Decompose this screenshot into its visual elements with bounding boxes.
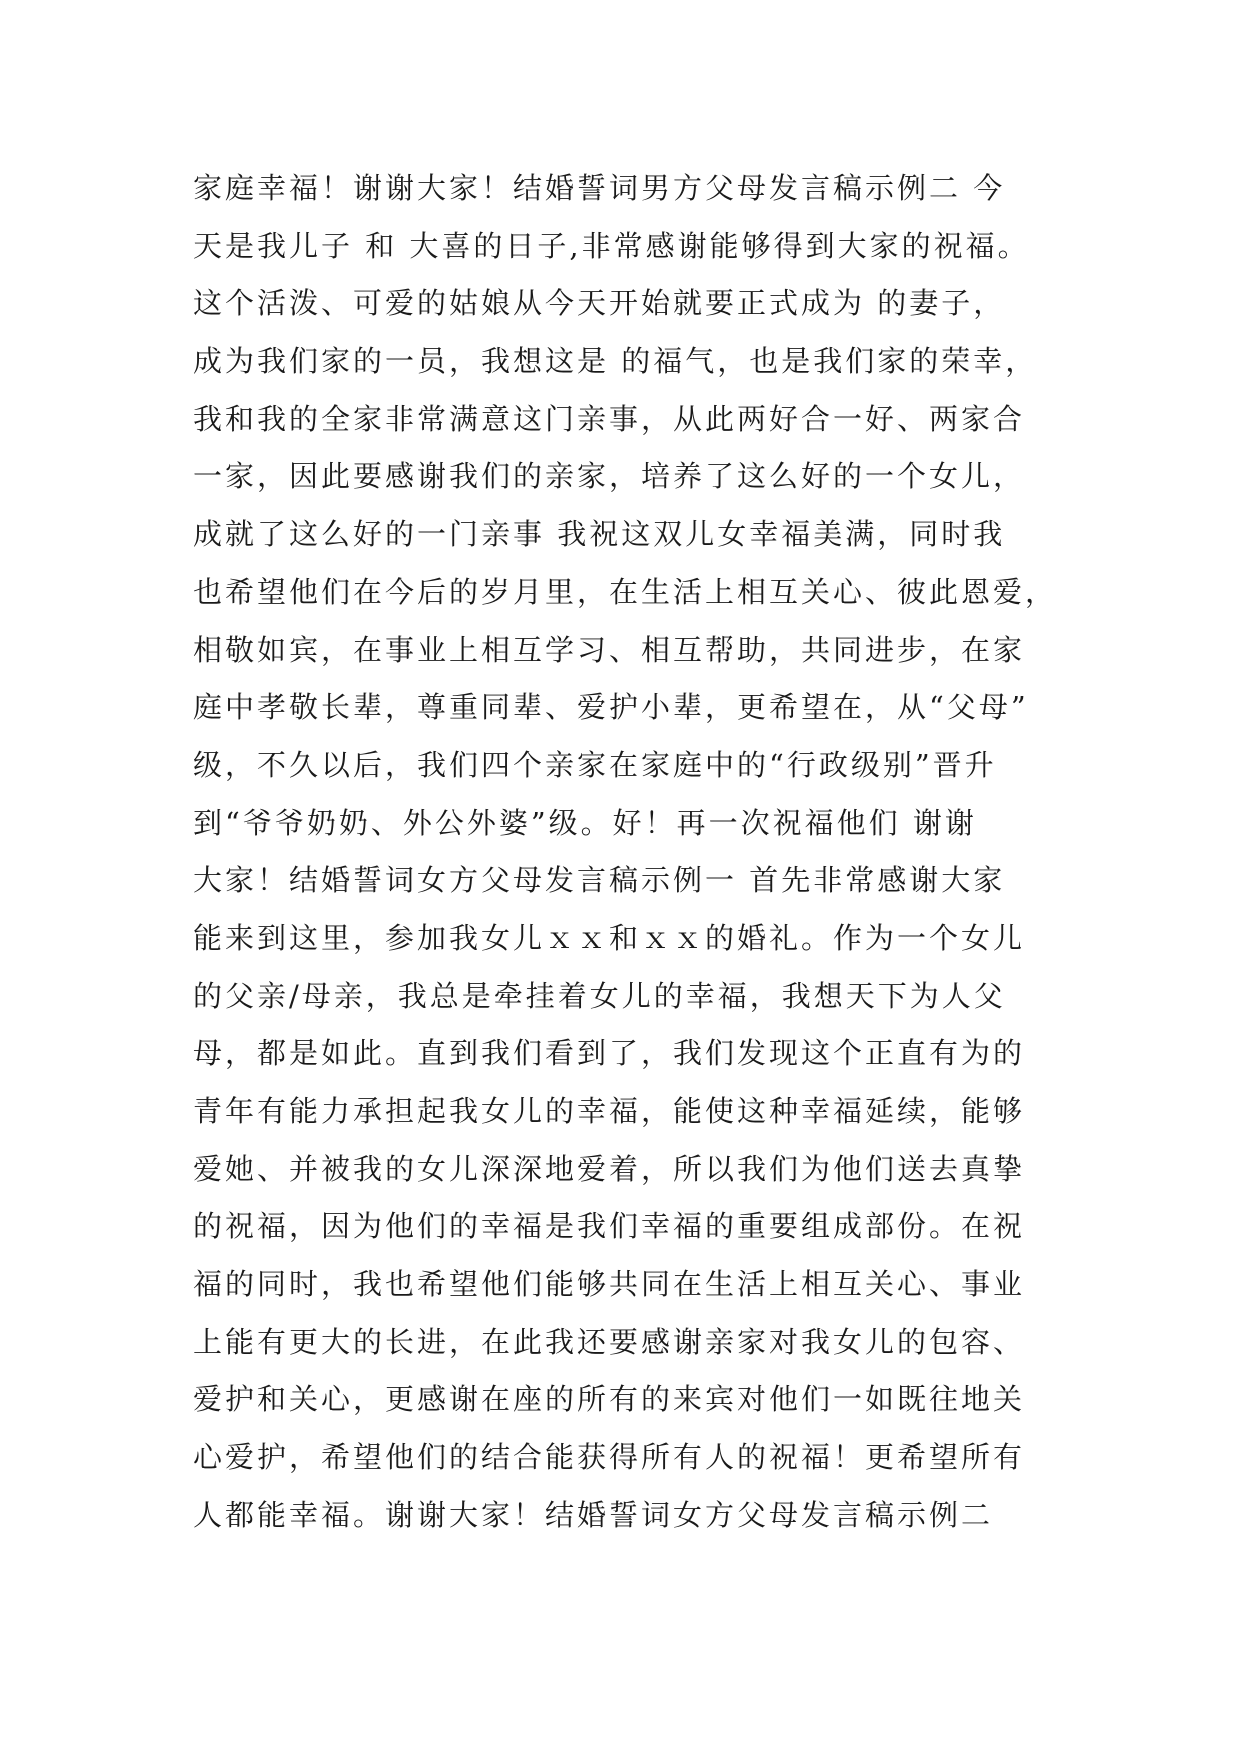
text-line: 爱她、并被我的女儿深深地爱着，所以我们为他们送去真挚: [193, 1151, 1026, 1186]
text-line: 成就了这么好的一门亲事 我祝这双儿女幸福美满，同时我: [193, 517, 1006, 552]
text-line: 到“爷爷奶奶、外公外婆”级。好！再一次祝福他们 谢谢: [193, 805, 977, 840]
text-line: 家庭幸福！谢谢大家！结婚誓词男方父母发言稿示例二 今: [193, 171, 1006, 205]
text-line: 庭中孝敬长辈，尊重同辈、爱护小辈，更希望在，从“父母”: [193, 690, 1029, 725]
body-text: [193, 160, 1093, 1545]
text-line: 的祝福，因为他们的幸福是我们幸福的重要组成部份。在祝: [193, 1209, 1026, 1244]
text-line: 大家！结婚誓词女方父母发言稿示例一 首先非常感谢大家: [193, 863, 1006, 898]
text-line: 福的同时，我也希望他们能够共同在生活上相互关心、事业: [193, 1267, 1026, 1302]
text-line: 的父亲/母亲，我总是牵挂着女儿的幸福，我想天下为人父: [193, 978, 1006, 1013]
text-line: 我和我的全家非常满意这门亲事，从此两好合一好、两家合: [193, 401, 1026, 436]
text-line: 爱护和关心，更感谢在座的所有的来宾对他们一如既往地关: [193, 1382, 1026, 1417]
text-line: 人都能幸福。谢谢大家！结婚誓词女方父母发言稿示例二: [193, 1497, 994, 1532]
text-line: 级，不久以后，我们四个亲家在家庭中的“行政级别”晋升: [193, 747, 997, 782]
text-line: 也希望他们在今后的岁月里，在生活上相互关心、彼此恩爱，: [193, 574, 1058, 609]
text-line: 母，都是如此。直到我们看到了，我们发现这个正直有为的: [193, 1036, 1026, 1071]
text-line: 上能有更大的长进，在此我还要感谢亲家对我女儿的包容、: [193, 1324, 1026, 1359]
text-line: 成为我们家的一员，我想这是 的福气，也是我们家的荣幸，: [193, 344, 1038, 379]
text-line: 能来到这里，参加我女儿ｘｘ和ｘｘ的婚礼。作为一个女儿: [193, 920, 1026, 955]
text-line: 天是我儿子 和 大喜的日子,非常感谢能够得到大家的祝福。: [193, 228, 1030, 263]
text-line: 青年有能力承担起我女儿的幸福，能使这种幸福延续，能够: [193, 1094, 1026, 1128]
text-line: 相敬如宾，在事业上相互学习、相互帮助，共同进步，在家: [193, 632, 1026, 667]
text-line: 这个活泼、可爱的姑娘从今天开始就要正式成为 的妻子，: [193, 286, 1006, 321]
text-line: 心爱护，希望他们的结合能获得所有人的祝福！更希望所有: [193, 1440, 1026, 1475]
text-line: 一家，因此要感谢我们的亲家，培养了这么好的一个女儿，: [193, 459, 1026, 494]
